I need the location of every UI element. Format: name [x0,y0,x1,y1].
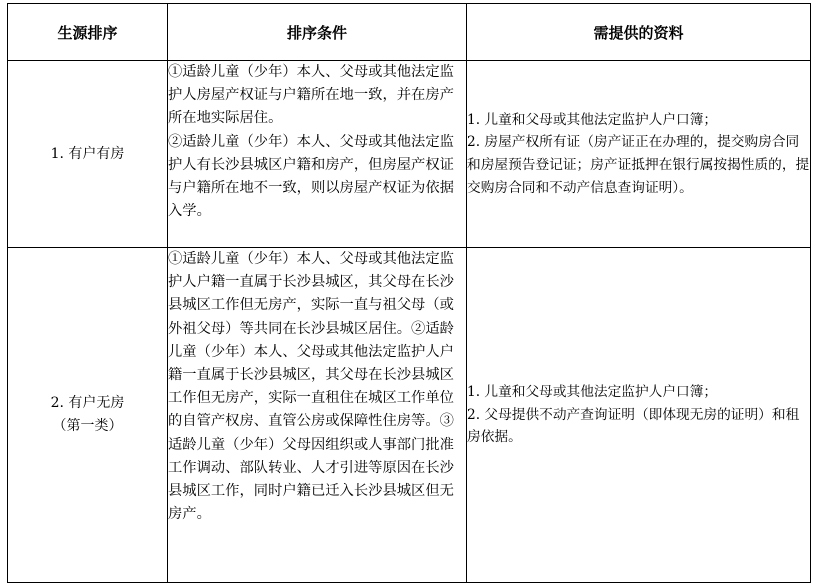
category-label: 2. 有户无房 [50,395,125,411]
conditions-cell [168,61,467,248]
condition-text: ①适龄儿童（少年）本人、父母或其他法定监护人房屋产权证与户籍所在地一致，并在房产所在地实际居住。 [168,64,454,127]
condition-text: ①适龄儿童（少年）本人、父母或其他法定监护人户籍一直属于长沙县城区，其父母在长沙县城区工作但无房产，实际一直与祖父母（或外祖父母）等共同在长沙县城区居住。②适龄儿童（少年）本人、父母或其他法定监护人户籍一直属于长沙县城区，其父母在长沙县城区工作但无房产，实际一直租住在城区工作单位的自管产权房、直管公房或保障性住房等。③适龄儿童（少年）父母因组织或人事部门批准工作调动、部队转业、人才引进等原因在长沙县城区工作，同时户籍已迁入长沙县城区但无房产。 [168,251,454,523]
document-item: 1. 儿童和父母或其他法定监护人户口簿； [467,111,718,128]
document-item: 1. 儿童和父母或其他法定监护人户口簿； [467,384,718,401]
document-item: 2. 房屋产权所有证（房产证正在办理的，提交购房合同和房屋预告登记证；房产证抵押在银行属按揭性质的，提交购房合同和不动产信息查询证明）。 [467,134,810,196]
documents-cell [467,248,811,583]
documents-cell [467,61,811,248]
enrollment-priority-table [7,3,811,583]
category-label: 1. 有户有房 [50,145,125,162]
category-sublabel: （第一类） [52,418,123,434]
table-row [8,248,811,583]
conditions-cell [168,248,467,583]
category-cell [8,61,168,248]
condition-text: ②适龄儿童（少年）本人、父母或其他法定监护人有长沙县城区户籍和房产，但房屋产权证与户籍所在地不一致，则以房屋产权证为依据入学。 [168,133,454,220]
table-row [8,61,811,248]
category-cell [8,248,168,583]
table-header-row [8,4,811,61]
header-conditions: 排序条件 [168,4,467,61]
header-category: 生源排序 [8,4,168,61]
document-item: 2. 父母提供不动产查询证明（即体现无房的证明）和租房依据。 [467,406,800,446]
header-documents: 需提供的资料 [467,4,811,61]
